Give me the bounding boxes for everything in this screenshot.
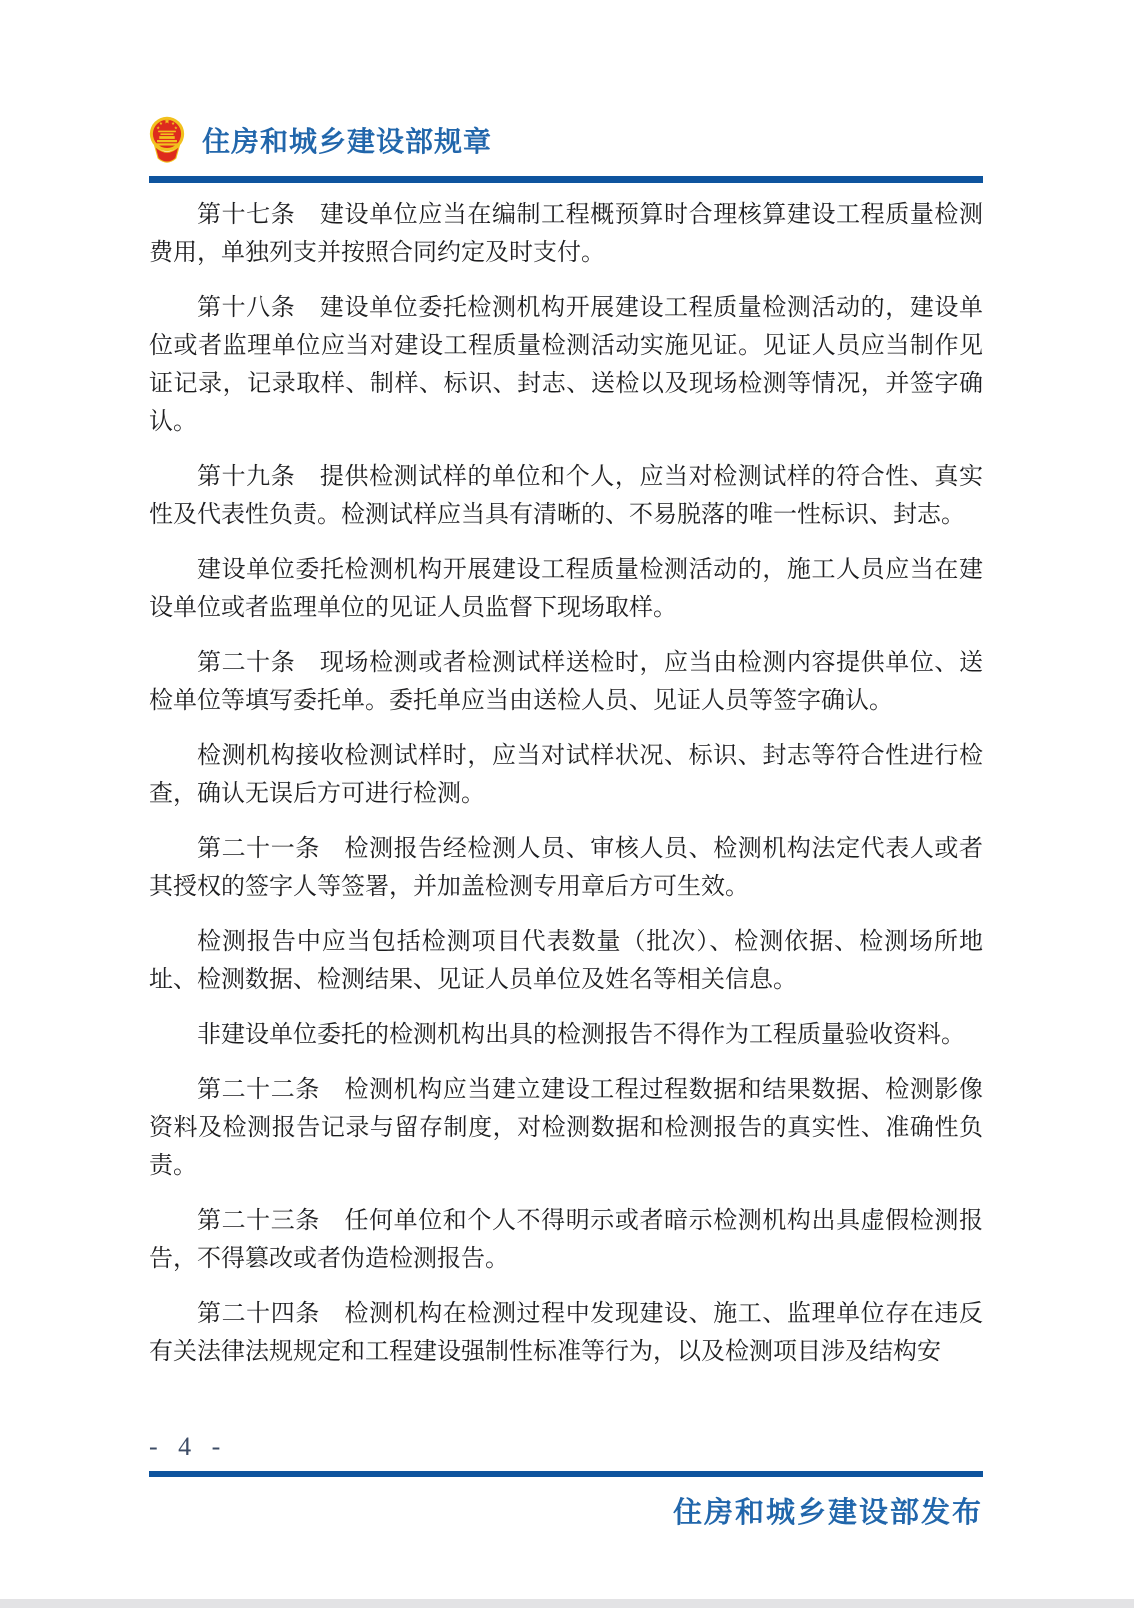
paragraph: 第二十二条 检测机构应当建立建设工程过程数据和结果数据、检测影像资料及检测报告记录与留存制度，对检测数据和检测报告的真实性、准确性负责。	[149, 1077, 983, 1179]
paragraph: 第二十四条 检测机构在检测过程中发现建设、施工、监理单位存在违反有关法律法规规定和工程建设强制性标准等行为，以及检测项目涉及结构安	[149, 1301, 983, 1365]
document-body	[149, 196, 983, 1388]
page-title: 住房和城乡建设部规章	[202, 127, 493, 158]
page-bottom-edge	[0, 1599, 1134, 1608]
paragraph: 检测报告中应当包括检测项目代表数量（批次）、检测依据、检测场所地址、检测数据、检测结果、见证人员单位及姓名等相关信息。	[149, 929, 983, 993]
paragraph: 非建设单位委托的检测机构出具的检测报告不得作为工程质量验收资料。	[197, 1022, 965, 1048]
page-header	[149, 112, 983, 168]
paragraph: 第二十三条 任何单位和个人不得明示或者暗示检测机构出具虚假检测报告，不得篡改或者伪造检测报告。	[149, 1208, 983, 1272]
footer-divider	[149, 1471, 983, 1477]
china-national-emblem-icon	[149, 114, 185, 166]
paragraph: 第二十一条 检测报告经检测人员、审核人员、检测机构法定代表人或者其授权的签字人等签署，并加盖检测专用章后方可生效。	[149, 836, 983, 900]
page-number: - 4 -	[149, 1432, 228, 1461]
paragraph: 第十七条 建设单位应当在编制工程概预算时合理核算建设工程质量检测费用，单独列支并按照合同约定及时支付。	[149, 202, 983, 266]
paragraph: 第十九条 提供检测试样的单位和个人，应当对检测试样的符合性、真实性及代表性负责。检测试样应当具有清晰的、不易脱落的唯一性标识、封志。	[149, 464, 983, 528]
paragraph: 第二十条 现场检测或者检测试样送检时，应当由检测内容提供单位、送检单位等填写委托单。委托单应当由送检人员、见证人员等签字确认。	[149, 650, 983, 714]
header-divider	[149, 176, 983, 183]
paragraph: 第十八条 建设单位委托检测机构开展建设工程质量检测活动的，建设单位或者监理单位应当对建设工程质量检测活动实施见证。见证人员应当制作见证记录，记录取样、制样、标识、封志、送检以及现场检测等情况，并签字确认。	[149, 295, 983, 435]
paragraph: 建设单位委托检测机构开展建设工程质量检测活动的，施工人员应当在建设单位或者监理单位的见证人员监督下现场取样。	[149, 557, 983, 621]
publisher-name: 住房和城乡建设部发布	[672, 1497, 983, 1529]
paragraph: 检测机构接收检测试样时，应当对试样状况、标识、封志等符合性进行检查，确认无误后方可进行检测。	[149, 743, 983, 807]
